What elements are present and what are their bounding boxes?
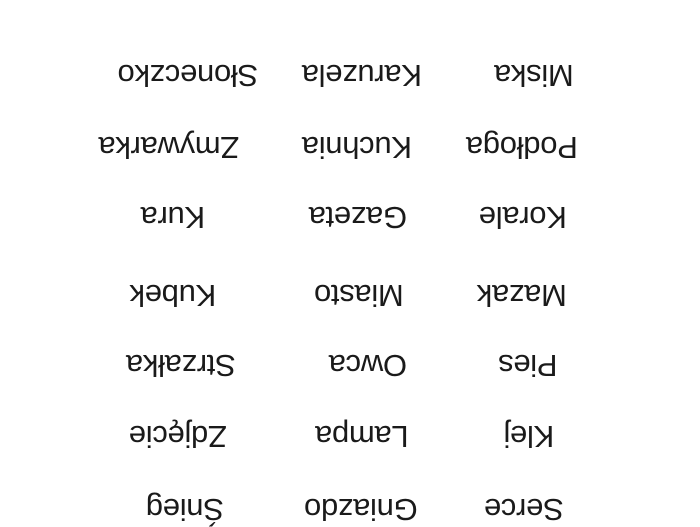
- word-kura: Kura: [140, 200, 206, 236]
- word-śnieg: Śnieg: [146, 492, 224, 527]
- word-klej: Klej: [503, 419, 555, 455]
- word-podłoga: Podłoga: [466, 130, 578, 166]
- word-słoneczko: Słoneczko: [117, 58, 259, 94]
- word-serce: Serce: [484, 492, 564, 527]
- word-karuzela: Karuzela: [302, 58, 422, 94]
- word-pies: Pies: [498, 348, 558, 384]
- word-kubek: Kubek: [129, 278, 217, 314]
- word-strzałka: Strzałka: [126, 348, 236, 384]
- word-korale: Korale: [479, 200, 567, 236]
- word-owca: Owca: [328, 348, 408, 384]
- word-zmywarka: Zmywarka: [98, 130, 240, 166]
- word-miska: Miska: [494, 58, 574, 94]
- word-kuchnia: Kuchnia: [302, 130, 412, 166]
- word-zdjęcie: Zdjęcie: [129, 419, 227, 455]
- word-mazak: Mazak: [477, 278, 567, 314]
- word-gniazdo: Gniazdo: [304, 492, 418, 527]
- word-miasto: Miasto: [314, 278, 404, 314]
- word-gazeta: Gazeta: [308, 200, 408, 236]
- word-lampa: Lampa: [315, 419, 409, 455]
